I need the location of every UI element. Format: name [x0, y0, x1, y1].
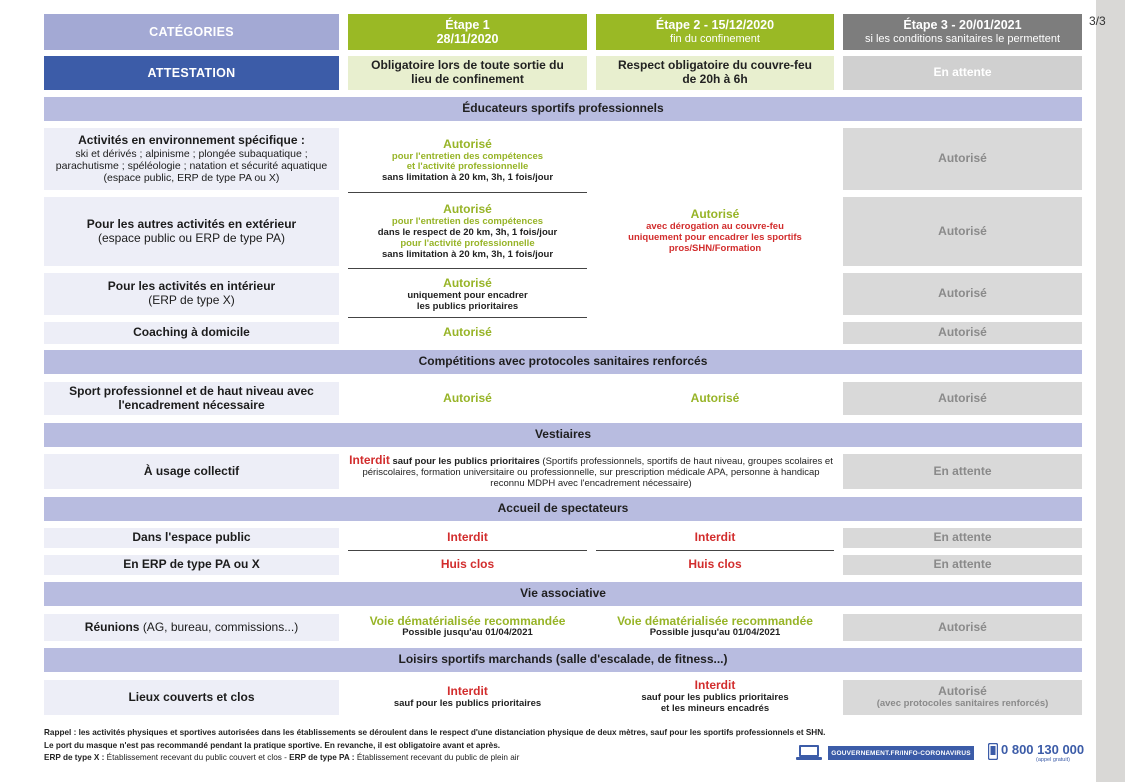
env-specifique-stage3: Autorisé [843, 128, 1082, 190]
stage2-subtitle: fin du confinement [670, 32, 760, 45]
stage3-title: Étape 3 - 20/01/2021 [903, 18, 1022, 33]
footer-text: les activités physiques et sportives autorisées dans les établissements se déroulent dans le respect d'une distanciation physique de deux mètres, sauf pour les sportifs professionnels et SHN. [78, 728, 826, 737]
status-note: pour l'activité professionnelle [400, 237, 535, 249]
category-title: Pour les activités en intérieur [107, 279, 276, 294]
section-competitions: Compétitions avec protocoles sanitaires renforcés [44, 350, 1082, 374]
category-desc: (espace public ou ERP de type PA) [98, 230, 285, 245]
category-title: Pour les autres activités en extérieur [86, 216, 297, 231]
stage1-title: Étape 1 [445, 17, 490, 32]
autres-exterieur-stage1 [348, 199, 587, 265]
status-note: Possible jusqu'au 01/04/2021 [649, 627, 781, 639]
category-desc: ski et dérivés ; alpinisme ; plongée subaquatique ; parachutisme ; spéléologie ; natation et sécurité aquatique (espace public, ERP de type PA ou X) [55, 147, 328, 184]
status-text: Autorisé [938, 684, 987, 699]
divider [348, 317, 587, 318]
footer-line-3 [44, 752, 825, 765]
footer-line-2: Le port du masque n'est pas recommandé pendant la pratique sportive. En revanche, il est obligatoire avant et après. [44, 740, 501, 750]
phone-icon [988, 743, 998, 760]
header-stage1 [348, 14, 587, 50]
phone-number[interactable]: 0 800 130 000 [1001, 742, 1085, 757]
category-title: Activités en environnement spécifique : [78, 133, 305, 147]
section-vestiaires: Vestiaires [44, 423, 1082, 447]
gov-link[interactable]: GOUVERNEMENT.FR/INFO-CORONAVIRUS [828, 746, 974, 760]
footer-line-1 [44, 727, 825, 740]
footer-label: ERP de type PA : [289, 753, 355, 762]
category-autres-exterieur [44, 197, 339, 266]
laptop-icon [796, 744, 822, 761]
status-lead: sauf pour les publics prioritaires [392, 456, 540, 468]
status-text: Voie dématérialisée recommandée [369, 613, 566, 628]
interieur-stage1 [348, 275, 587, 315]
status-limit: sans limitation à 20 km, 3h, 1 fois/jour [381, 172, 554, 184]
status-note: avec dérogation au couvre-feu uniquement pour encadrer les sportifs pros/SHN/Formation [628, 221, 802, 254]
category-desc: (AG, bureau, commissions...) [142, 620, 299, 634]
status-note: uniquement pour encadrer les publics prioritaires [407, 289, 528, 312]
espace-public-stage2: Interdit [694, 530, 736, 545]
reunions-stage1 [348, 612, 587, 642]
reunions-stage3: Autorisé [843, 614, 1082, 641]
lieux-couverts-stage2 [596, 677, 834, 717]
page-number: 3/3 [1089, 14, 1106, 28]
status-text: Autorisé [443, 202, 492, 217]
header-attestation: ATTESTATION [44, 56, 339, 90]
coaching-stage3: Autorisé [843, 322, 1082, 344]
header-stage2 [596, 14, 834, 50]
stage3-subtitle: si les conditions sanitaires le permettent [864, 32, 1061, 45]
coaching-stage1: Autorisé [443, 325, 492, 340]
category-interieur [44, 273, 339, 315]
footer-text: Établissement recevant du public couvert et clos - [106, 753, 287, 762]
category-desc: (ERP de type X) [148, 293, 235, 307]
header-stage3 [843, 14, 1082, 50]
category-sport-pro: Sport professionnel et de haut niveau avec l'encadrement nécessaire [44, 382, 339, 415]
category-usage-collectif: À usage collectif [44, 454, 339, 489]
status-desc: (Sportifs professionnels, sportifs de haut niveau, groupes scolaires et périscolaires, formation universitaire ou professionnelle, sur prescription médicale APA, personne à handicap reconnu MDPH avec l'encadrement nécessaire) [362, 456, 833, 489]
stage1-date: 28/11/2020 [436, 32, 499, 46]
usage-collectif-stage12 [348, 452, 834, 492]
stage3-attestation: En attente [843, 56, 1082, 90]
status-limit: dans le respect de 20 km, 3h, 1 fois/jour [377, 226, 558, 238]
header-categories: CATÉGORIES [44, 14, 339, 50]
category-reunions [44, 614, 339, 641]
status-note: pour l'entretien des compétences et l'activité professionnelle [391, 150, 544, 173]
usage-collectif-stage3: En attente [843, 454, 1082, 489]
status-text: Autorisé [690, 207, 740, 222]
status-note: Possible jusqu'au 01/04/2021 [402, 627, 533, 639]
autres-exterieur-stage3: Autorisé [843, 197, 1082, 266]
stage1-attestation: Obligatoire lors de toute sortie du lieu de confinement [348, 56, 587, 90]
section-educateurs: Éducateurs sportifs professionnels [44, 97, 1082, 121]
divider [348, 550, 587, 551]
section-associative: Vie associative [44, 582, 1082, 606]
category-lieux-couverts: Lieux couverts et clos [44, 680, 339, 715]
espace-public-stage1: Interdit [447, 530, 488, 545]
erp-pa-x-stage2: Huis clos [688, 557, 742, 572]
status-text: Interdit [694, 678, 736, 693]
env-specifique-stage1 [348, 133, 587, 189]
divider [348, 192, 587, 193]
sport-pro-stage3: Autorisé [843, 382, 1082, 415]
footer-notes [44, 727, 825, 765]
divider [596, 550, 834, 551]
category-coaching: Coaching à domicile [44, 322, 339, 344]
section-spectateurs: Accueil de spectateurs [44, 497, 1082, 521]
section-loisirs: Loisirs sportifs marchands (salle d'escalade, de fitness...) [44, 648, 1082, 672]
divider [348, 268, 587, 269]
status-limit: sans limitation à 20 km, 3h, 1 fois/jour [381, 248, 554, 260]
phone-note: (appel gratuit) [1036, 757, 1070, 763]
footer-label: ERP de type X : [44, 753, 105, 762]
sport-pro-stage2: Autorisé [690, 390, 740, 405]
exterieur-stage2 [596, 197, 834, 266]
status-note: sauf pour les publics prioritaires et les mineurs encadrés [641, 691, 789, 714]
lieux-couverts-stage3 [843, 680, 1082, 715]
status-text: Interdit [349, 453, 390, 468]
status-note: pour l'entretien des compétences [391, 216, 544, 228]
status-text: Voie dématérialisée recommandée [617, 613, 813, 628]
stage2-title: Étape 2 - 15/12/2020 [655, 18, 775, 33]
category-title: Réunions [84, 620, 140, 634]
stage2-attestation: Respect obligatoire du couvre-feu de 20h à 6h [596, 56, 834, 90]
lieux-couverts-stage1 [348, 680, 587, 715]
status-text: Autorisé [443, 136, 492, 151]
status-text: Autorisé [443, 276, 492, 291]
category-erp-pa-x: En ERP de type PA ou X [44, 555, 339, 575]
espace-public-stage3: En attente [843, 528, 1082, 548]
erp-pa-x-stage1: Huis clos [440, 557, 495, 572]
footer-label: Rappel : [44, 728, 77, 737]
sport-pro-stage1: Autorisé [443, 390, 492, 405]
status-text: Interdit [447, 684, 488, 699]
interieur-stage3: Autorisé [843, 273, 1082, 315]
status-note: sauf pour les publics prioritaires [393, 697, 542, 709]
category-env-specifique [44, 128, 339, 190]
category-espace-public: Dans l'espace public [44, 528, 339, 548]
reunions-stage2 [596, 612, 834, 642]
erp-pa-x-stage3: En attente [843, 555, 1082, 575]
status-note: (avec protocoles sanitaires renforcés) [876, 697, 1049, 709]
footer-text: Établissement recevant du public de plein air [356, 753, 520, 762]
